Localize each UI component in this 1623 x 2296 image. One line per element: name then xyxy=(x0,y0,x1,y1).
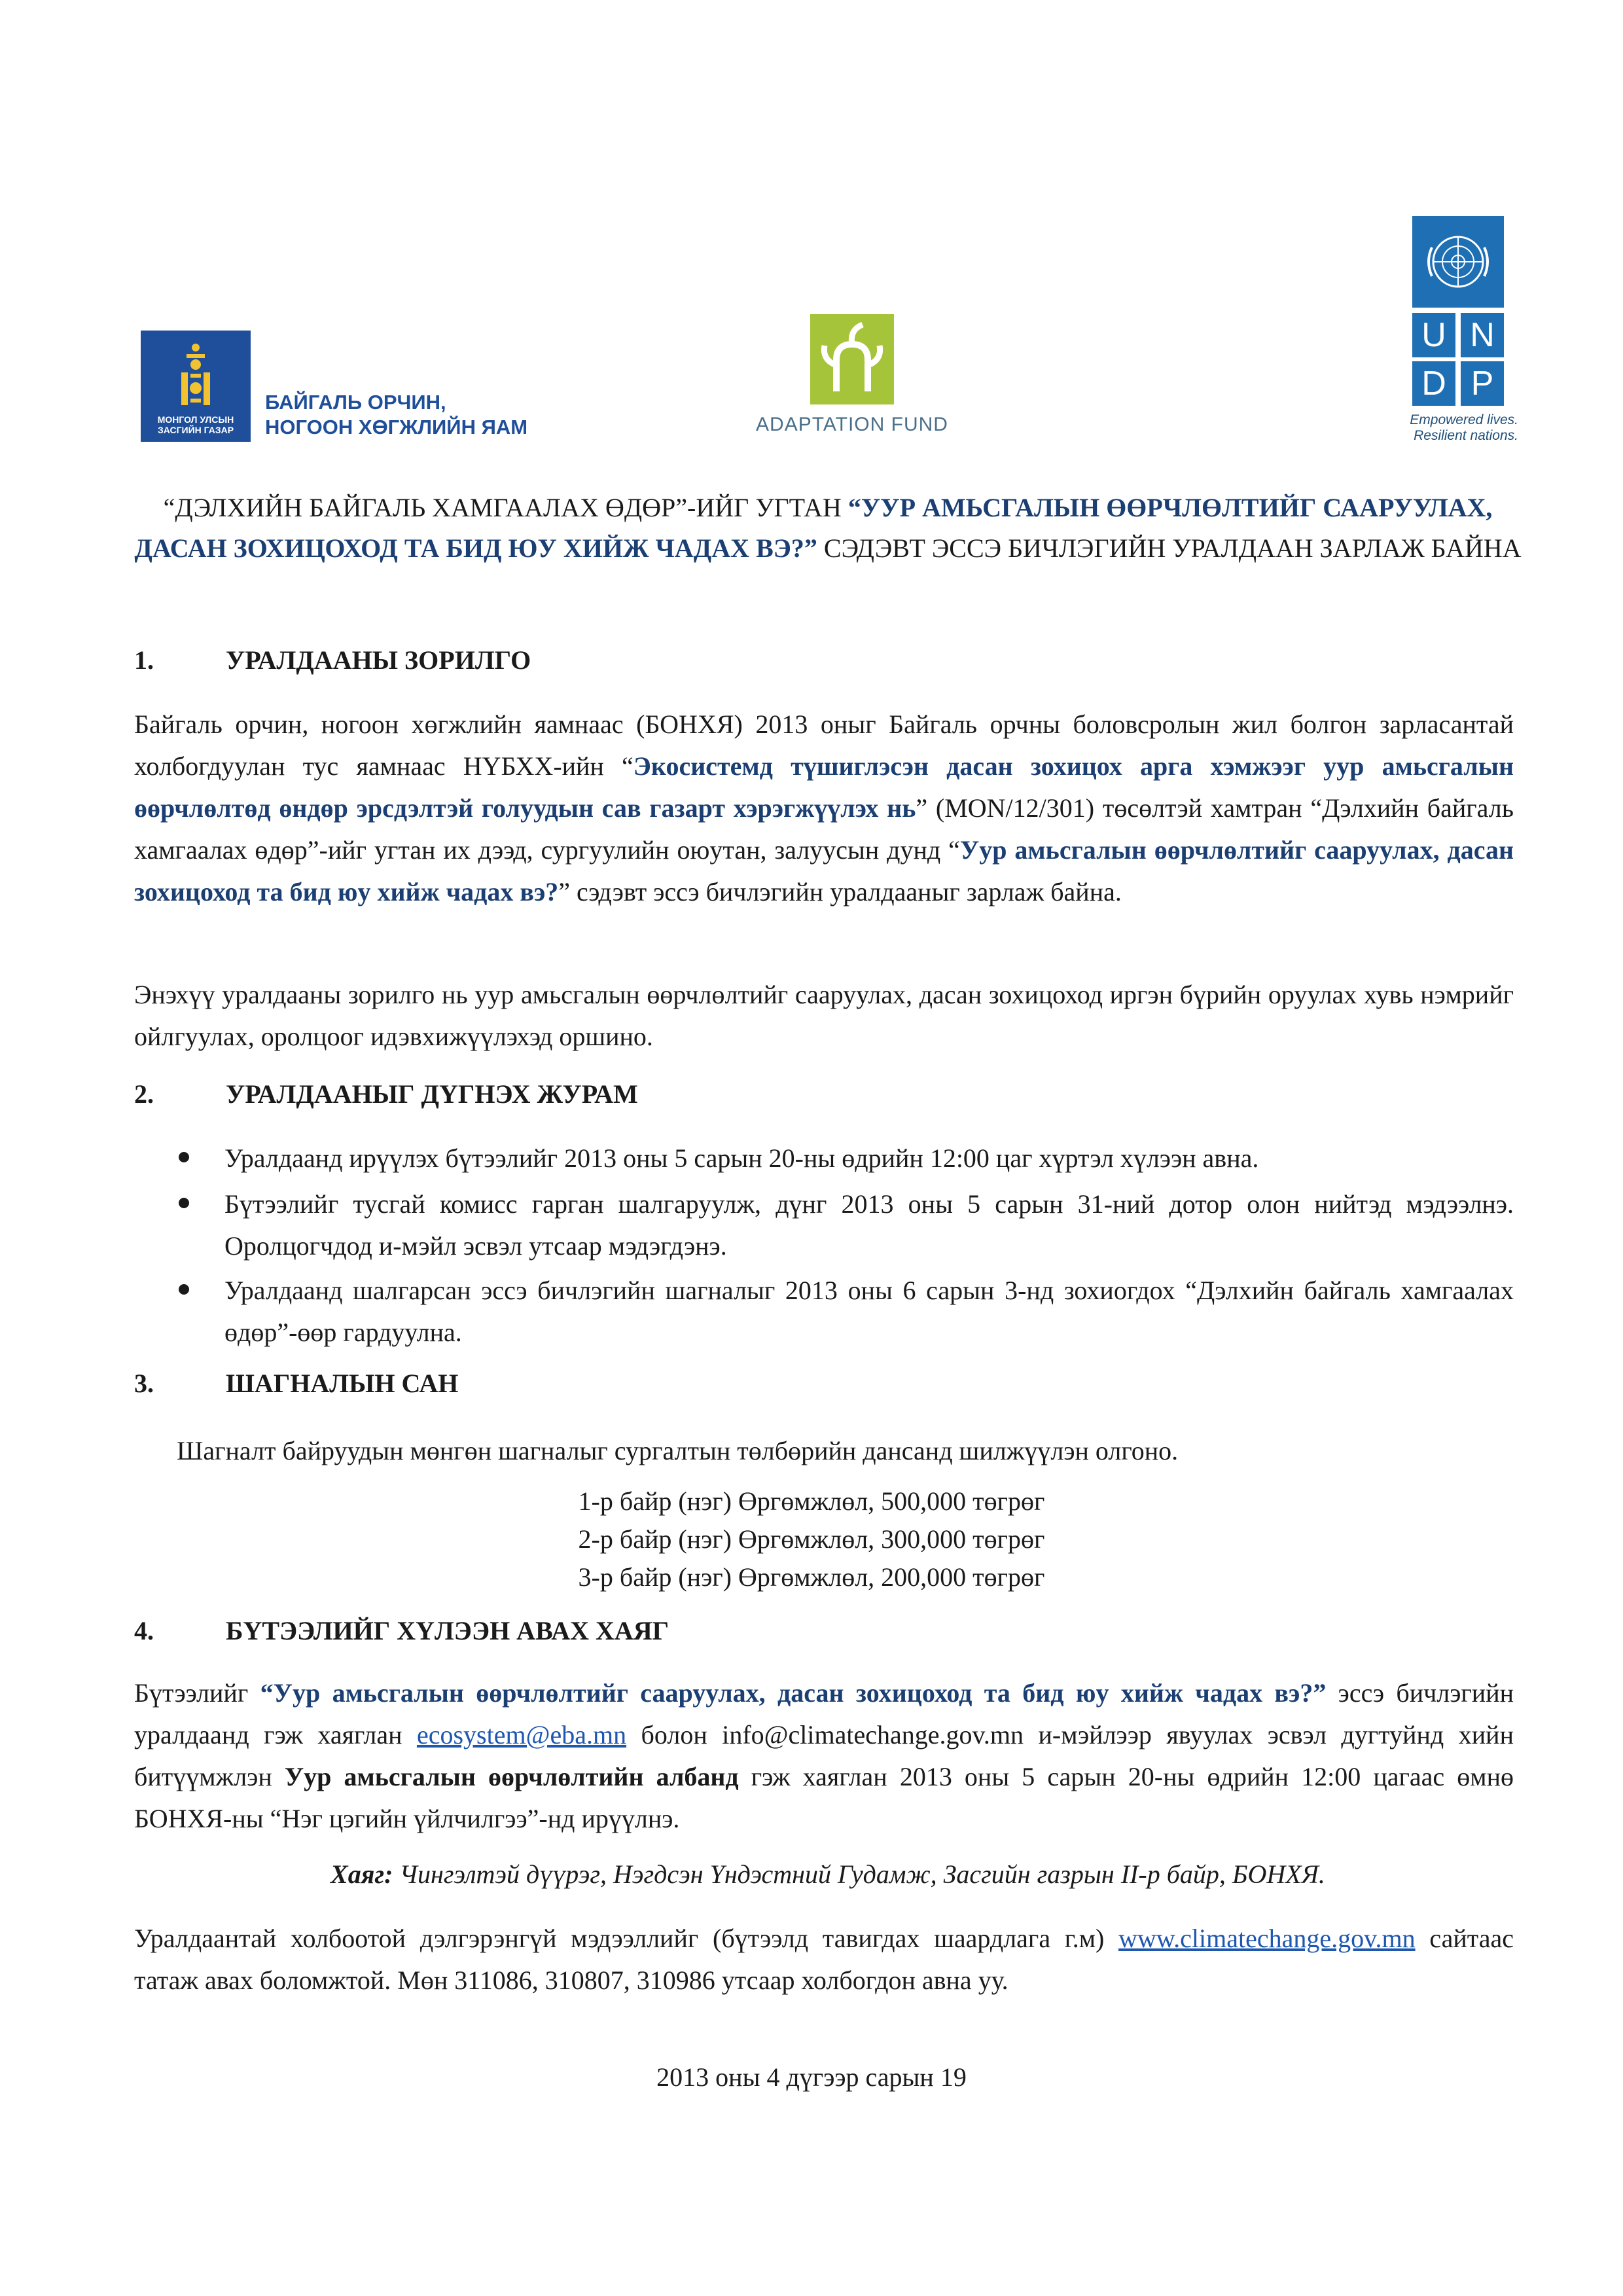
undp-letter-d: D xyxy=(1412,361,1455,406)
adaptation-fund-emblem xyxy=(810,314,894,404)
undp-letter-n: N xyxy=(1461,313,1504,357)
bullet-icon xyxy=(179,1284,189,1295)
adaptation-fund-name: ADAPTATION FUND xyxy=(756,414,948,435)
undp-letter-p: P xyxy=(1461,361,1504,406)
text-run: ” (MON/12/301) төсөлтэй хамтран “Дэлхийн байгаль хамгаалах өдөр”-ийг угтан их дээд, сургуулийн оюутан, залуусын дунд “ xyxy=(134,793,1514,865)
soyombo-icon xyxy=(179,342,213,408)
list-item xyxy=(180,1138,1514,1179)
ministry-name-line2: НОГООН ХӨГЖЛИЙН ЯАМ xyxy=(265,416,528,439)
list-item xyxy=(180,1183,1514,1267)
ministry-logo xyxy=(141,331,546,442)
essay-topic: Уур амьсгалын өөрчлөлтийг сааруулах, дасан зохицоход та бид юу хийж чадах вэ? xyxy=(134,835,1514,906)
address-text: Чингэлтэй дүүрэг, Нэгдсэн Үндэстний Гудамж, Засгийн газрын II-р байр, БОНХЯ. xyxy=(393,1859,1325,1889)
undp-tagline-line1: Empowered lives. xyxy=(1410,412,1518,427)
text-run: сайтаас татаж авах боломжтой. Мөн 311086, 310807, 310986 утсаар холбогдон авна уу. xyxy=(134,1924,1514,1995)
section-number: 3. xyxy=(134,1369,154,1398)
section-4-heading xyxy=(134,1615,669,1646)
address-label: Хаяг: xyxy=(330,1859,393,1889)
list-item-text: Уралдаанд шалгарсан эссэ бичлэгийн шагналыг 2013 оны 6 сарын 3-нд зохиогдох “Дэлхийн байгаль хамгаалах өдөр”-өөр гардуулна. xyxy=(224,1276,1514,1347)
section-number: 1. xyxy=(134,645,154,675)
text-run: ” сэдэвт эссэ бичлэгийн уралдааныг зарлаж байна. xyxy=(558,877,1122,906)
website-link[interactable]: www.climatechange.gov.mn xyxy=(1118,1924,1416,1953)
section-4-paragraph-1 xyxy=(134,1672,1514,1840)
section-3-heading xyxy=(134,1368,458,1399)
section-title: БҮТЭЭЛИЙГ ХҮЛЭЭН АВАХ ХАЯГ xyxy=(226,1616,669,1645)
text-run: болон info@climatechange.gov.mn и-мэйлээр явуулах эсвэл дугтуйнд хийн битүүмжлэн xyxy=(134,1720,1514,1791)
list-item-text: Бүтээлийг тусгай комисс гарган шалгаруулж, дүнг 2013 оны 5 сарын 31-ний дотор олон нийтэд мэдээлнэ. Оролцогчдод и-мэйл эсвэл утсаар мэдэгдэнэ. xyxy=(224,1189,1514,1261)
bullet-icon xyxy=(179,1152,189,1162)
section-4-paragraph-2 xyxy=(134,1918,1514,2001)
emblem-caption-line1: МОНГОЛ УЛСЫН xyxy=(157,414,234,425)
bullet-icon xyxy=(179,1198,189,1208)
prize-line: 3-р байр (нэг) Өргөмжлөл, 200,000 төгрөг xyxy=(578,1562,1045,1592)
ministry-name-line1: БАЙГАЛЬ ОРЧИН, xyxy=(265,391,446,414)
list-item xyxy=(180,1270,1514,1354)
title-part2: СЭДЭВТ ЭССЭ БИЧЛЭГИЙН УРАЛДААН ЗАРЛАЖ БАЙНА xyxy=(817,533,1522,563)
recipient-office: Уур амьсгалын өөрчлөлтийн албанд xyxy=(284,1762,739,1791)
section-title: ШАГНАЛЫН САН xyxy=(226,1369,459,1398)
essay-topic: “Уур амьсгалын өөрчлөлтийг сааруулах, дасан зохицоход та бид юу хийж чадах вэ?” xyxy=(260,1678,1327,1708)
globe-icon xyxy=(1412,216,1504,308)
section-title: УРАЛДААНЫ ЗОРИЛГО xyxy=(226,645,531,675)
mongolia-emblem xyxy=(141,331,251,442)
prize-line: 1-р байр (нэг) Өргөмжлөл, 500,000 төгрөг xyxy=(578,1486,1045,1516)
document-title xyxy=(131,488,1525,569)
undp-letter-u: U xyxy=(1412,313,1455,357)
plant-icon xyxy=(810,314,894,404)
text-run: Уралдаантай холбоотой дэлгэрэнгүй мэдээллийг (бүтээлд тавигдах шаардлага г.м) xyxy=(134,1924,1119,1953)
section-1-paragraph-2: Энэхүү уралдааны зорилго нь уур амьсгалын өөрчлөлтийг сааруулах, дасан зохицоход иргэн бүрийн оруулах хувь нэмрийг ойлгуулах, оролцоог идэвхижүүлэхэд оршино. xyxy=(134,980,1514,1051)
adaptation-fund-logo xyxy=(746,314,969,445)
list-item-text: Уралдаанд ирүүлэх бүтээлийг 2013 оны 5 сарын 20-ны өдрийн 12:00 цаг хүртэл хүлээн авна. xyxy=(224,1143,1259,1173)
project-name: Экосистемд түшиглэсэн дасан зохицох арга хэмжээг уур амьсгалын өөрчлөлтөд өндөр эрсдэлтэй голуудын сав газарт хэрэгжүүлэх нь xyxy=(134,751,1514,823)
prize-line: 2-р байр (нэг) Өргөмжлөл, 300,000 төгрөг xyxy=(578,1524,1045,1554)
section-number: 2. xyxy=(134,1079,154,1109)
document-date: 2013 оны 4 дүгээр сарын 19 xyxy=(656,2062,967,2092)
text-run: гэж хаяглан 2013 оны 5 сарын 20-ны өдрийн 12:00 цагаас өмнө БОНХЯ-ны “Нэг цэгийн үйлчилгээ”-нд ирүүлнэ. xyxy=(134,1762,1514,1833)
title-highlight: “УУР АМЬСГАЛЫН ӨӨРЧЛӨЛТИЙГ СААРУУЛАХ, ДАСАН ЗОХИЦОХОД ТА БИД ЮУ ХИЙЖ ЧАДАХ ВЭ?” xyxy=(134,493,1493,563)
section-3-intro: Шагналт байруудын мөнгөн шагналыг сургалтын төлбөрийн дансанд шилжүүлэн олгоно. xyxy=(177,1436,1179,1465)
title-part1: “ДЭЛХИЙН БАЙГАЛЬ ХАМГААЛАХ ӨДӨР”-ИЙГ УГТАН xyxy=(163,493,848,522)
section-1-heading xyxy=(134,645,531,675)
text-run: Бүтээлийг xyxy=(134,1678,260,1708)
un-emblem xyxy=(1412,216,1504,308)
undp-logo xyxy=(1400,216,1518,452)
text-run: эссэ бичлэгийн уралдаанд гэж хаяглан xyxy=(134,1678,1514,1749)
emblem-caption-line2: ЗАСГИЙН ГАЗАР xyxy=(157,425,234,435)
section-2-heading xyxy=(134,1079,638,1109)
section-number: 4. xyxy=(134,1616,154,1645)
address-line xyxy=(131,1859,1525,1890)
undp-tagline-line2: Resilient nations. xyxy=(1414,428,1518,443)
email-link[interactable]: ecosystem@eba.mn xyxy=(416,1720,627,1749)
section-1-paragraph-1 xyxy=(134,704,1514,913)
section-title: УРАЛДААНЫГ ДҮГНЭХ ЖУРАМ xyxy=(226,1079,638,1109)
text-run: Байгаль орчин, ногоон хөгжлийн яамнаас (БОНХЯ) 2013 оныг Байгаль орчны боловсролын жил болгон зарласантай холбогдуулан тус яамнаас НҮБХХ-ийн “ xyxy=(134,709,1514,781)
